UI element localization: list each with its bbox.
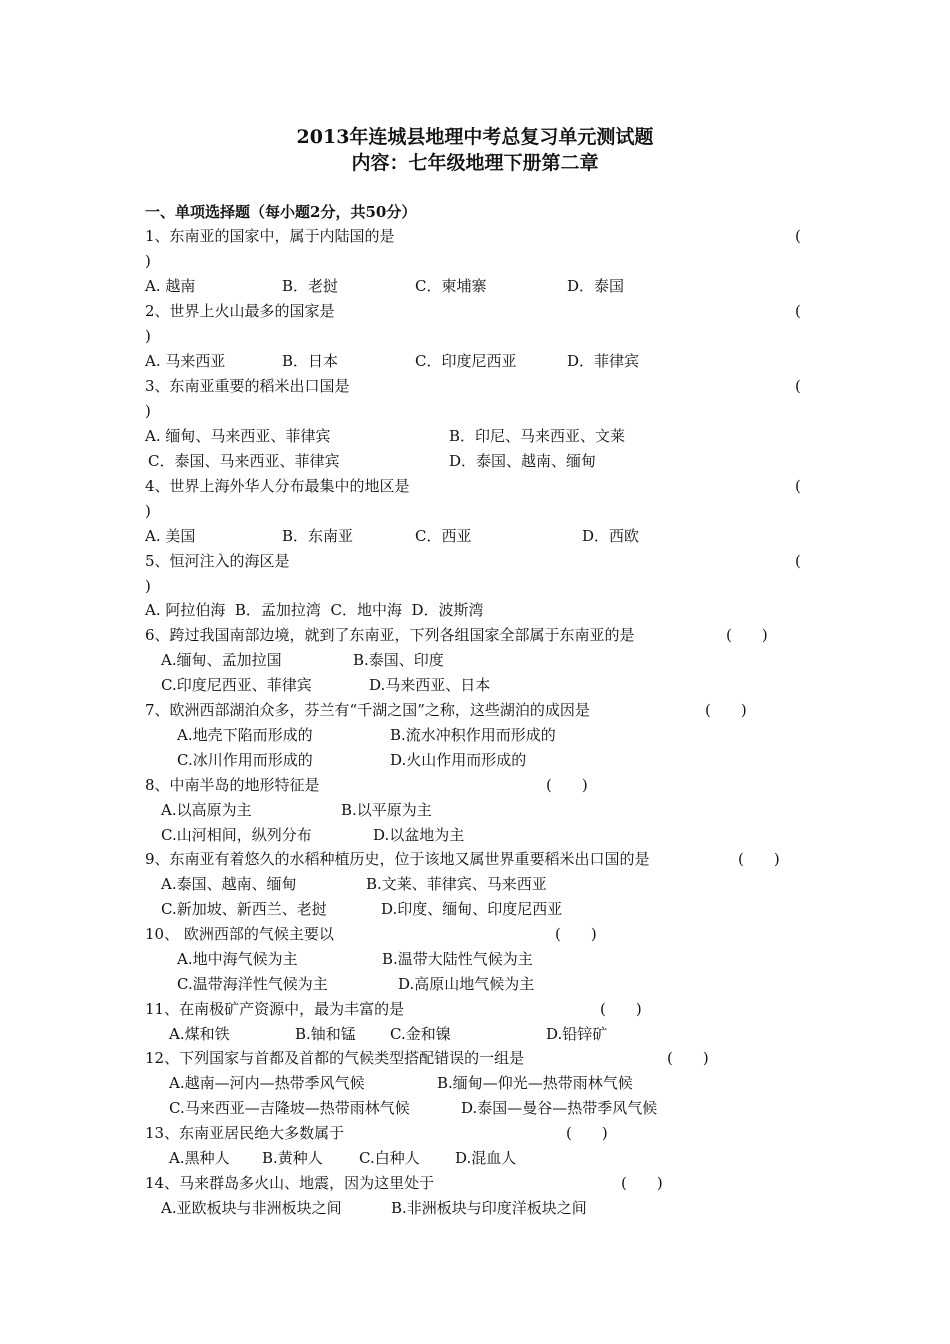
question-stem: 8、中南半岛的地形特征是 (145, 776, 320, 794)
section-heading: 一、单项选择题（每小题2分，共50分） (145, 203, 417, 221)
question-stem: 13、东南亚居民绝大多数属于 (145, 1124, 345, 1142)
option-d: D.泰国—曼谷—热带季风气候 (461, 1099, 658, 1117)
question-stem: 6、跨过我国南部边境，就到了东南亚，下列各组国家全部属于东南亚的是 (145, 626, 635, 644)
option-b: B.文莱、菲律宾、马来西亚 (366, 875, 547, 893)
option-c: C.白种人 (359, 1149, 420, 1167)
option-b: B.铀和锰 (295, 1025, 356, 1043)
answer-paren: ( ) (566, 1124, 608, 1142)
answer-paren-close: ) (145, 502, 151, 520)
option-d: D.以盆地为主 (373, 826, 465, 844)
option-d: D.高原山地气候为主 (398, 975, 535, 993)
option-b: B．东南亚 (282, 527, 354, 545)
answer-paren-open: ( (795, 552, 801, 570)
option-a: A. 马来西亚 (145, 352, 226, 370)
question-stem: 14、马来群岛多火山、地震，因为这里处于 (145, 1174, 435, 1192)
option-a: A.地壳下陷而形成的 (177, 726, 313, 744)
option-b: B.以平原为主 (341, 801, 432, 819)
option-d: D．西欧 (582, 527, 640, 545)
answer-paren-close: ) (145, 402, 151, 420)
option-c: C．泰国、马来西亚、菲律宾 (148, 452, 340, 470)
option-c: C．柬埔寨 (415, 277, 487, 295)
question-stem: 3、东南亚重要的稻米出口国是 (145, 377, 350, 395)
answer-paren-close: ) (145, 327, 151, 345)
option-a: A. 美国 (145, 527, 196, 545)
option-c: C.印度尼西亚、菲律宾 (161, 676, 312, 694)
option-c: C.马来西亚—吉隆坡—热带雨林气候 (169, 1099, 410, 1117)
answer-paren: ( ) (667, 1049, 709, 1067)
question-stem: 9、东南亚有着悠久的水稻种植历史，位于该地又属世界重要稻米出口国的是 (145, 850, 650, 868)
option-a: A.缅甸、孟加拉国 (161, 651, 282, 669)
option-d: D．泰国、越南、缅甸 (449, 452, 597, 470)
question-stem: 5、恒河注入的海区是 (145, 552, 290, 570)
answer-paren-close: ) (145, 577, 151, 595)
option-d: D．泰国 (567, 277, 625, 295)
option-c: C.金和镍 (390, 1025, 451, 1043)
answer-paren: ( ) (738, 850, 780, 868)
answer-paren: ( ) (600, 1000, 642, 1018)
option-a: A.以高原为主 (161, 801, 252, 819)
option-c: C．印度尼西亚 (415, 352, 517, 370)
answer-paren: ( ) (546, 776, 588, 794)
exam-subtitle: 内容：七年级地理下册第二章 (351, 152, 599, 174)
option-a: A. 越南 (145, 277, 196, 295)
answer-paren-open: ( (795, 227, 801, 245)
option-b: B．日本 (282, 352, 339, 370)
option-d: D.火山作用而形成的 (390, 751, 527, 769)
option-a: A.黑种人 (169, 1149, 230, 1167)
option-c: C.新加坡、新西兰、老挝 (161, 900, 327, 918)
question-stem: 10、 欧洲西部的气候主要以 (145, 925, 334, 943)
question-stem: 12、下列国家与首都及首都的气候类型搭配错误的一组是 (145, 1049, 525, 1067)
option-c: C.温带海洋性气候为主 (177, 975, 328, 993)
option-d: D．菲律宾 (567, 352, 640, 370)
question-stem: 4、世界上海外华人分布最集中的地区是 (145, 477, 410, 495)
exam-title: 2013年连城县地理中考总复习单元测试题 (296, 126, 654, 148)
answer-paren-open: ( (795, 477, 801, 495)
option-c: C.冰川作用而形成的 (177, 751, 313, 769)
options-line: A. 阿拉伯海 B．孟加拉湾 C．地中海 D．波斯湾 (145, 601, 484, 619)
question-stem: 2、世界上火山最多的国家是 (145, 302, 335, 320)
option-a: A.煤和铁 (169, 1025, 230, 1043)
option-a: A.越南—河内—热带季风气候 (169, 1074, 365, 1092)
answer-paren: ( ) (705, 701, 747, 719)
option-d: D.铅锌矿 (546, 1025, 608, 1043)
option-b: B．印尼、马来西亚、文莱 (449, 427, 626, 445)
question-stem: 7、欧洲西部湖泊众多，芬兰有“千湖之国”之称，这些湖泊的成因是 (145, 701, 590, 719)
option-b: B.温带大陆性气候为主 (382, 950, 533, 968)
option-a: A.泰国、越南、缅甸 (161, 875, 297, 893)
answer-paren-open: ( (795, 302, 801, 320)
option-b: B.黄种人 (262, 1149, 323, 1167)
option-a: A. 缅甸、马来西亚、菲律宾 (145, 427, 331, 445)
answer-paren-open: ( (795, 377, 801, 395)
option-c: C．西亚 (415, 527, 472, 545)
answer-paren: ( ) (555, 925, 597, 943)
answer-paren: ( ) (621, 1174, 663, 1192)
option-b: B.非洲板块与印度洋板块之间 (391, 1199, 587, 1217)
option-d: D.印度、缅甸、印度尼西亚 (381, 900, 563, 918)
question-stem: 11、在南极矿产资源中，最为丰富的是 (145, 1000, 405, 1018)
option-d: D.混血人 (455, 1149, 517, 1167)
option-b: B.泰国、印度 (353, 651, 444, 669)
answer-paren-close: ) (145, 252, 151, 270)
option-d: D.马来西亚、日本 (369, 676, 491, 694)
option-b: B.流水冲积作用而形成的 (390, 726, 556, 744)
answer-paren: ( ) (726, 626, 768, 644)
option-c: C.山河相间，纵列分布 (161, 826, 312, 844)
option-b: B．老挝 (282, 277, 339, 295)
option-a: A.地中海气候为主 (177, 950, 298, 968)
option-a: A.亚欧板块与非洲板块之间 (161, 1199, 342, 1217)
option-b: B.缅甸—仰光—热带雨林气候 (437, 1074, 633, 1092)
question-stem: 1、东南亚的国家中，属于内陆国的是 (145, 227, 395, 245)
